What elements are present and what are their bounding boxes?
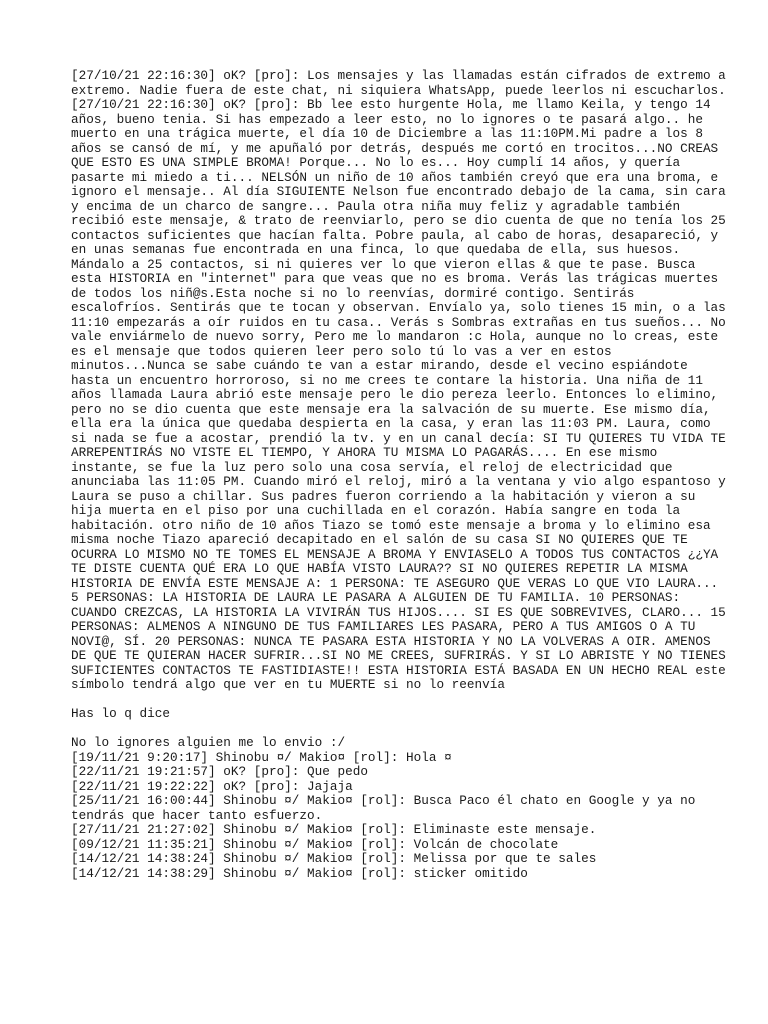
chat-log-line: [19/11/21 9:20:17] Shinobu ¤/ Makio¤ [rol]: Hola ¤ [71, 749, 452, 765]
chat-log-line: [14/12/21 14:38:24] Shinobu ¤/ Makio¤ [rol]: Melissa por que te sales [71, 851, 597, 866]
paragraph-gap [71, 693, 728, 708]
comment-line: No lo ignores alguien me lo envio :/ [71, 735, 346, 750]
chat-log-line: [22/11/21 19:22:22] oK? [pro]: Jajaja [71, 778, 353, 794]
chat-log-line: [14/12/21 14:38:29] Shinobu ¤/ Makio¤ [rol]: sticker omitido [71, 865, 528, 881]
story-message: [27/10/21 22:16:30] oK? [pro]: Los mensajes y las llamadas están cifrados de extremo a extremo. Nadie fuera de este chat, ni siquiera WhatsApp, puede leerlos ni escucharlos. [27/10/21 22:16:30] oK? [pro]: Bb lee esto hurgente Hola, me llamo Keila, y tengo 14 años, bueno tenia. Si has empezado a leer esto, no lo ignores o te pasará algo.. he muerto en una trágica muerte, el día 10 de Diciembre a las 11:10PM.Mi padre a los 8 años se cansó de mí, y me apuñaló por detrás, después me cortó en trocitos...NO CREAS QUE ESTO ES UNA SIMPLE BROMA! Porque... No lo es... Hoy cumplí 14 años, y quería pasarte mi miedo a ti... NELSÓN un niño de 10 años también creyó que era una broma, e ignoro el mensaje.. Al día SIGUIENTE Nelson fue encontrado debajo de la cama, sin cara y encima de un charco de sangre... Paula otra niña muy feliz y agradable también recibió este mensaje, & trato de reenviarlo, pero se dio cuenta de que no tenía los 25 contactos suficientes que hacían falta. Pobre paula, al cabo de horas, desapareció, y en unas semanas fue encontrada en una finca, lo que quedaba de ella, sus huesos. Mándalo a 25 contactos, si ni quieres ver lo que vieron ellas & que te pase. Busca esta HISTORIA en "internet" para que veas que no es broma. Verás las trágicas muertes de todos los niñ@s.Esta noche si no lo reenvías, dormiré contigo. Sentirás escalofríos. Sentirás que te tocan y observan. Envíalo ya, solo tienes 15 min, o a las 11:10 empezarás a oír ruidos en tu casa.. Verás s Sombras extrañas en tus sueños... No vale enviármelo de nuevo sorry, Pero me lo mandaron :c Hola, aunque no lo creas, este es el mensaje que todos quieren leer pero solo tú lo vas a ver en estos minutos...Nunca se sabe cuándo te van a estar mirando, desde el vecino espiándote hasta un encuentro horroroso, si no me crees te contare la historia. Una niña de 11 años llamada Laura abrió este mensaje pero le dio pereza leerlo. Entonces lo elimino, pero no se dio cuenta que este mensaje era la salvación de su muerte. Ese mismo día, ella era la única que quedaba despierta en la casa, y eran las 11:03 PM. Laura, como si nada se fue a acostar, prendió la tv. y en un canal decía: SI TU QUIERES TU VIDA TE ARREPENTIRÁS NO VISTE EL TIEMPO, Y AHORA TU MISMA LO PAGARÁS.... En ese mismo instante, se fue la luz pero solo una cosa servía, el reloj de electricidad que anunciaba las 11:05 PM. Cuando miró el reloj, miró a la ventana y vio algo espantoso y Laura se puso a chillar. Sus padres fueron corriendo a la habitación y vieron a su hija muerta en el piso por una cuchillada en el corazón. Había sangre en toda la habitación. otro niño de 10 años Tiazo se tomó este mensaje a broma y lo elimino esa misma noche Tiazo apareció decapitado en el salón de su casa SI NO QUIERES QUE TE OCURRA LO MISMO NO TE TOMES EL MENSAJE A BROMA Y ENVIASELO A TODOS TUS CONTACTOS ¿¿YA TE DISTE CUENTA QUÉ ERA LO QUE HABÍA VISTO LAURA?? SI NO QUIERES REPETIR LA MISMA HISTORIA DE ENVÍA ESTE MENSAJE A: 1 PERSONA: TE ASEGURO QUE VERAS LO QUE VIO LAURA... 5 PERSONAS: LA HISTORIA DE LAURA LE PASARA A ALGUIEN DE TU FAMILIA. 10 PERSONAS: CUANDO CREZCAS, LA HISTORIA LA VIVIRÁN TUS HIJOS.... SI ES QUE SOBREVIVES, CLARO... 15 PERSONAS: ALMENOS A NINGUNO DE TUS FAMILIARES LES PASARA, PERO A TUS AMIGOS O A TU NOVI@, SÍ. 20 PERSONAS: NUNCA TE PASARA ESTA HISTORIA Y NO LA VOLVERAS A OIR. AMENOS DE QUE TE QUIERAN HACER SUFRIR...SI NO ME CREES, SUFRIRÁS. Y SI LO ABRISTE Y NO TIENES SUFICIENTES CONTACTOS TE FASTIDIASTE!! ESTA HISTORIA ESTÁ BASADA EN UN HECHO REAL este símbolo tendrá algo que ver en tu MUERTE si no lo reenvía [71, 68, 726, 692]
chat-log-line: [22/11/21 19:21:57] oK? [pro]: Que pedo [71, 764, 368, 779]
comment-line: Has lo q dice [71, 706, 170, 721]
chat-log-line: [09/12/21 11:35:21] Shinobu ¤/ Makio¤ [rol]: Volcán de chocolate [71, 836, 559, 852]
chat-log-line: [27/11/21 21:27:02] Shinobu ¤/ Makio¤ [rol]: Eliminaste este mensaje. [71, 822, 597, 837]
chat-log-line: [25/11/21 16:00:44] Shinobu ¤/ Makio¤ [rol]: Busca Paco él chato en Google y ya no tendrás que hacer tanto esfuerzo. [71, 793, 703, 823]
paragraph-gap [71, 722, 728, 737]
